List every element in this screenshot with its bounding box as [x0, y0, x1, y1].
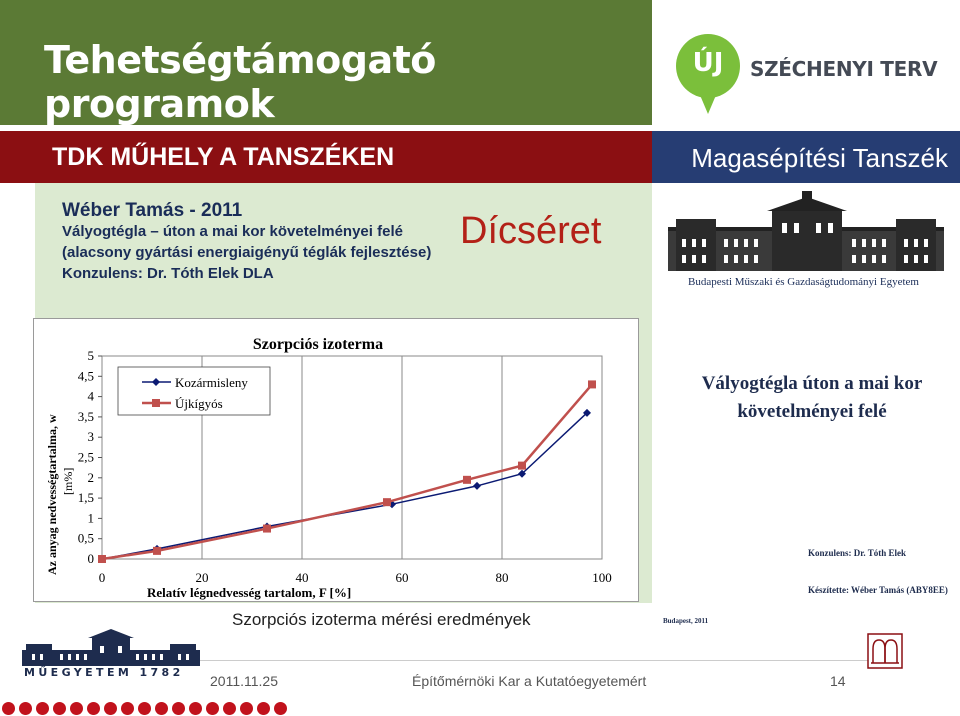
decorative-dot [87, 702, 100, 715]
y-tick-label: 1,5 [77, 490, 94, 506]
y-tick-label: 2,5 [77, 449, 94, 465]
uj-badge-text: ÚJ [692, 48, 724, 78]
legend-entry-2: Újkígyós [175, 396, 223, 411]
author-name: Wéber Tamás - 2011 [62, 200, 243, 221]
legend-marker-square [152, 399, 160, 407]
workshop-title: TDK MŰHELY A TANSZÉKEN [52, 143, 395, 171]
decorative-dot [121, 702, 134, 715]
chart-svg [34, 319, 638, 601]
y-tick-label: 3,5 [77, 408, 94, 424]
subtitle-band-left [0, 131, 652, 183]
decorative-dot [53, 702, 66, 715]
x-tick-label: 20 [195, 570, 209, 585]
y-tick-label: 2 [87, 469, 94, 485]
booklet-consultant: Konzulens: Dr. Tóth Elek [808, 548, 907, 558]
project-title: Vályogtégla – úton a mai kor követelményei felé [62, 223, 403, 240]
figure-caption: Szorpciós izoterma mérési eredmények [232, 610, 531, 629]
y-axis-label-line2: [m%] [61, 467, 75, 495]
decorative-dot [36, 702, 49, 715]
booklet-title-line2: követelményei felé [737, 401, 887, 422]
data-point-square [383, 498, 391, 506]
x-tick-label: 0 [98, 570, 106, 585]
data-point-square [463, 476, 471, 484]
decorative-dot [189, 702, 202, 715]
chart-title: Szorpciós izoterma [252, 336, 384, 353]
decorative-dot [138, 702, 151, 715]
x-axis-label: Relatív légnedvesség tartalom, F [%] [147, 585, 352, 600]
chart-legend [118, 367, 270, 415]
y-tick-label: 0,5 [77, 530, 94, 546]
decorative-dot [257, 702, 270, 715]
page-number: 14 [830, 673, 846, 689]
x-tick-label: 60 [395, 570, 409, 585]
decorative-dot [240, 702, 253, 715]
data-point-square [263, 525, 271, 533]
y-tick-label: 4,5 [77, 368, 94, 384]
footer-faculty: Építőmérnöki Kar a Kutatóegyetemért [412, 673, 647, 689]
project-info [62, 200, 431, 284]
data-point-square [588, 380, 596, 388]
muegyetem-logo-text: MŰEGYETEM 1782 [24, 666, 184, 679]
y-tick-label: 5 [87, 348, 94, 363]
decorative-dot [19, 702, 32, 715]
decorative-dot [155, 702, 168, 715]
decorative-dot [274, 702, 287, 715]
faculty-logo-icon [867, 633, 903, 669]
booklet-cover [652, 298, 960, 616]
booklet-author: Készítette: Wéber Tamás (ABY8EE) [808, 585, 948, 595]
booklet-title-line1: Vályogtégla úton a mai kor [701, 373, 923, 394]
title-band [0, 0, 652, 125]
x-tick-label: 100 [592, 570, 612, 585]
y-tick-label: 0 [87, 551, 94, 566]
decorative-dot [104, 702, 117, 715]
booklet-title [672, 370, 952, 426]
page-title: Tehetségtámogató programok [44, 38, 436, 126]
department-title: Magasépítési Tanszék [691, 143, 948, 173]
x-tick-label: 40 [295, 570, 309, 585]
uj-pin-tip-icon [697, 88, 719, 114]
szechenyi-logo-text: SZÉCHENYI TERV [750, 57, 938, 81]
y-tick-label: 1 [87, 510, 94, 526]
booklet-place-date: Budapest, 2011 [663, 617, 709, 625]
decorative-dot [2, 702, 15, 715]
footer-date: 2011.11.25 [210, 673, 278, 689]
legend-entry-1: Kozármisleny [175, 375, 248, 390]
decorative-dot [223, 702, 236, 715]
y-tick-label: 4 [87, 388, 94, 404]
y-tick-label: 3 [87, 429, 94, 445]
x-tick-label: 80 [495, 570, 509, 585]
sorption-chart [33, 318, 639, 602]
university-building-icon [652, 183, 960, 278]
data-point-square [518, 462, 526, 470]
data-point-square [98, 555, 106, 563]
decorative-dot [172, 702, 185, 715]
decorative-dot [206, 702, 219, 715]
subtitle-band-right [652, 131, 960, 183]
decorative-dot [70, 702, 83, 715]
consultant: Konzulens: Dr. Tóth Elek DLA [62, 265, 274, 282]
y-axis-label-line1: Az anyag nedvességtartalma, w [45, 414, 59, 575]
award-label: Dícséret [460, 210, 602, 252]
footer-divider [196, 660, 886, 661]
project-subtitle: (alacsony gyártási energiaigényű téglák fejlesztése) [62, 244, 432, 261]
university-caption: Budapesti Műszaki és Gazdaságtudományi Egyetem [688, 276, 919, 288]
data-point-square [153, 547, 161, 555]
